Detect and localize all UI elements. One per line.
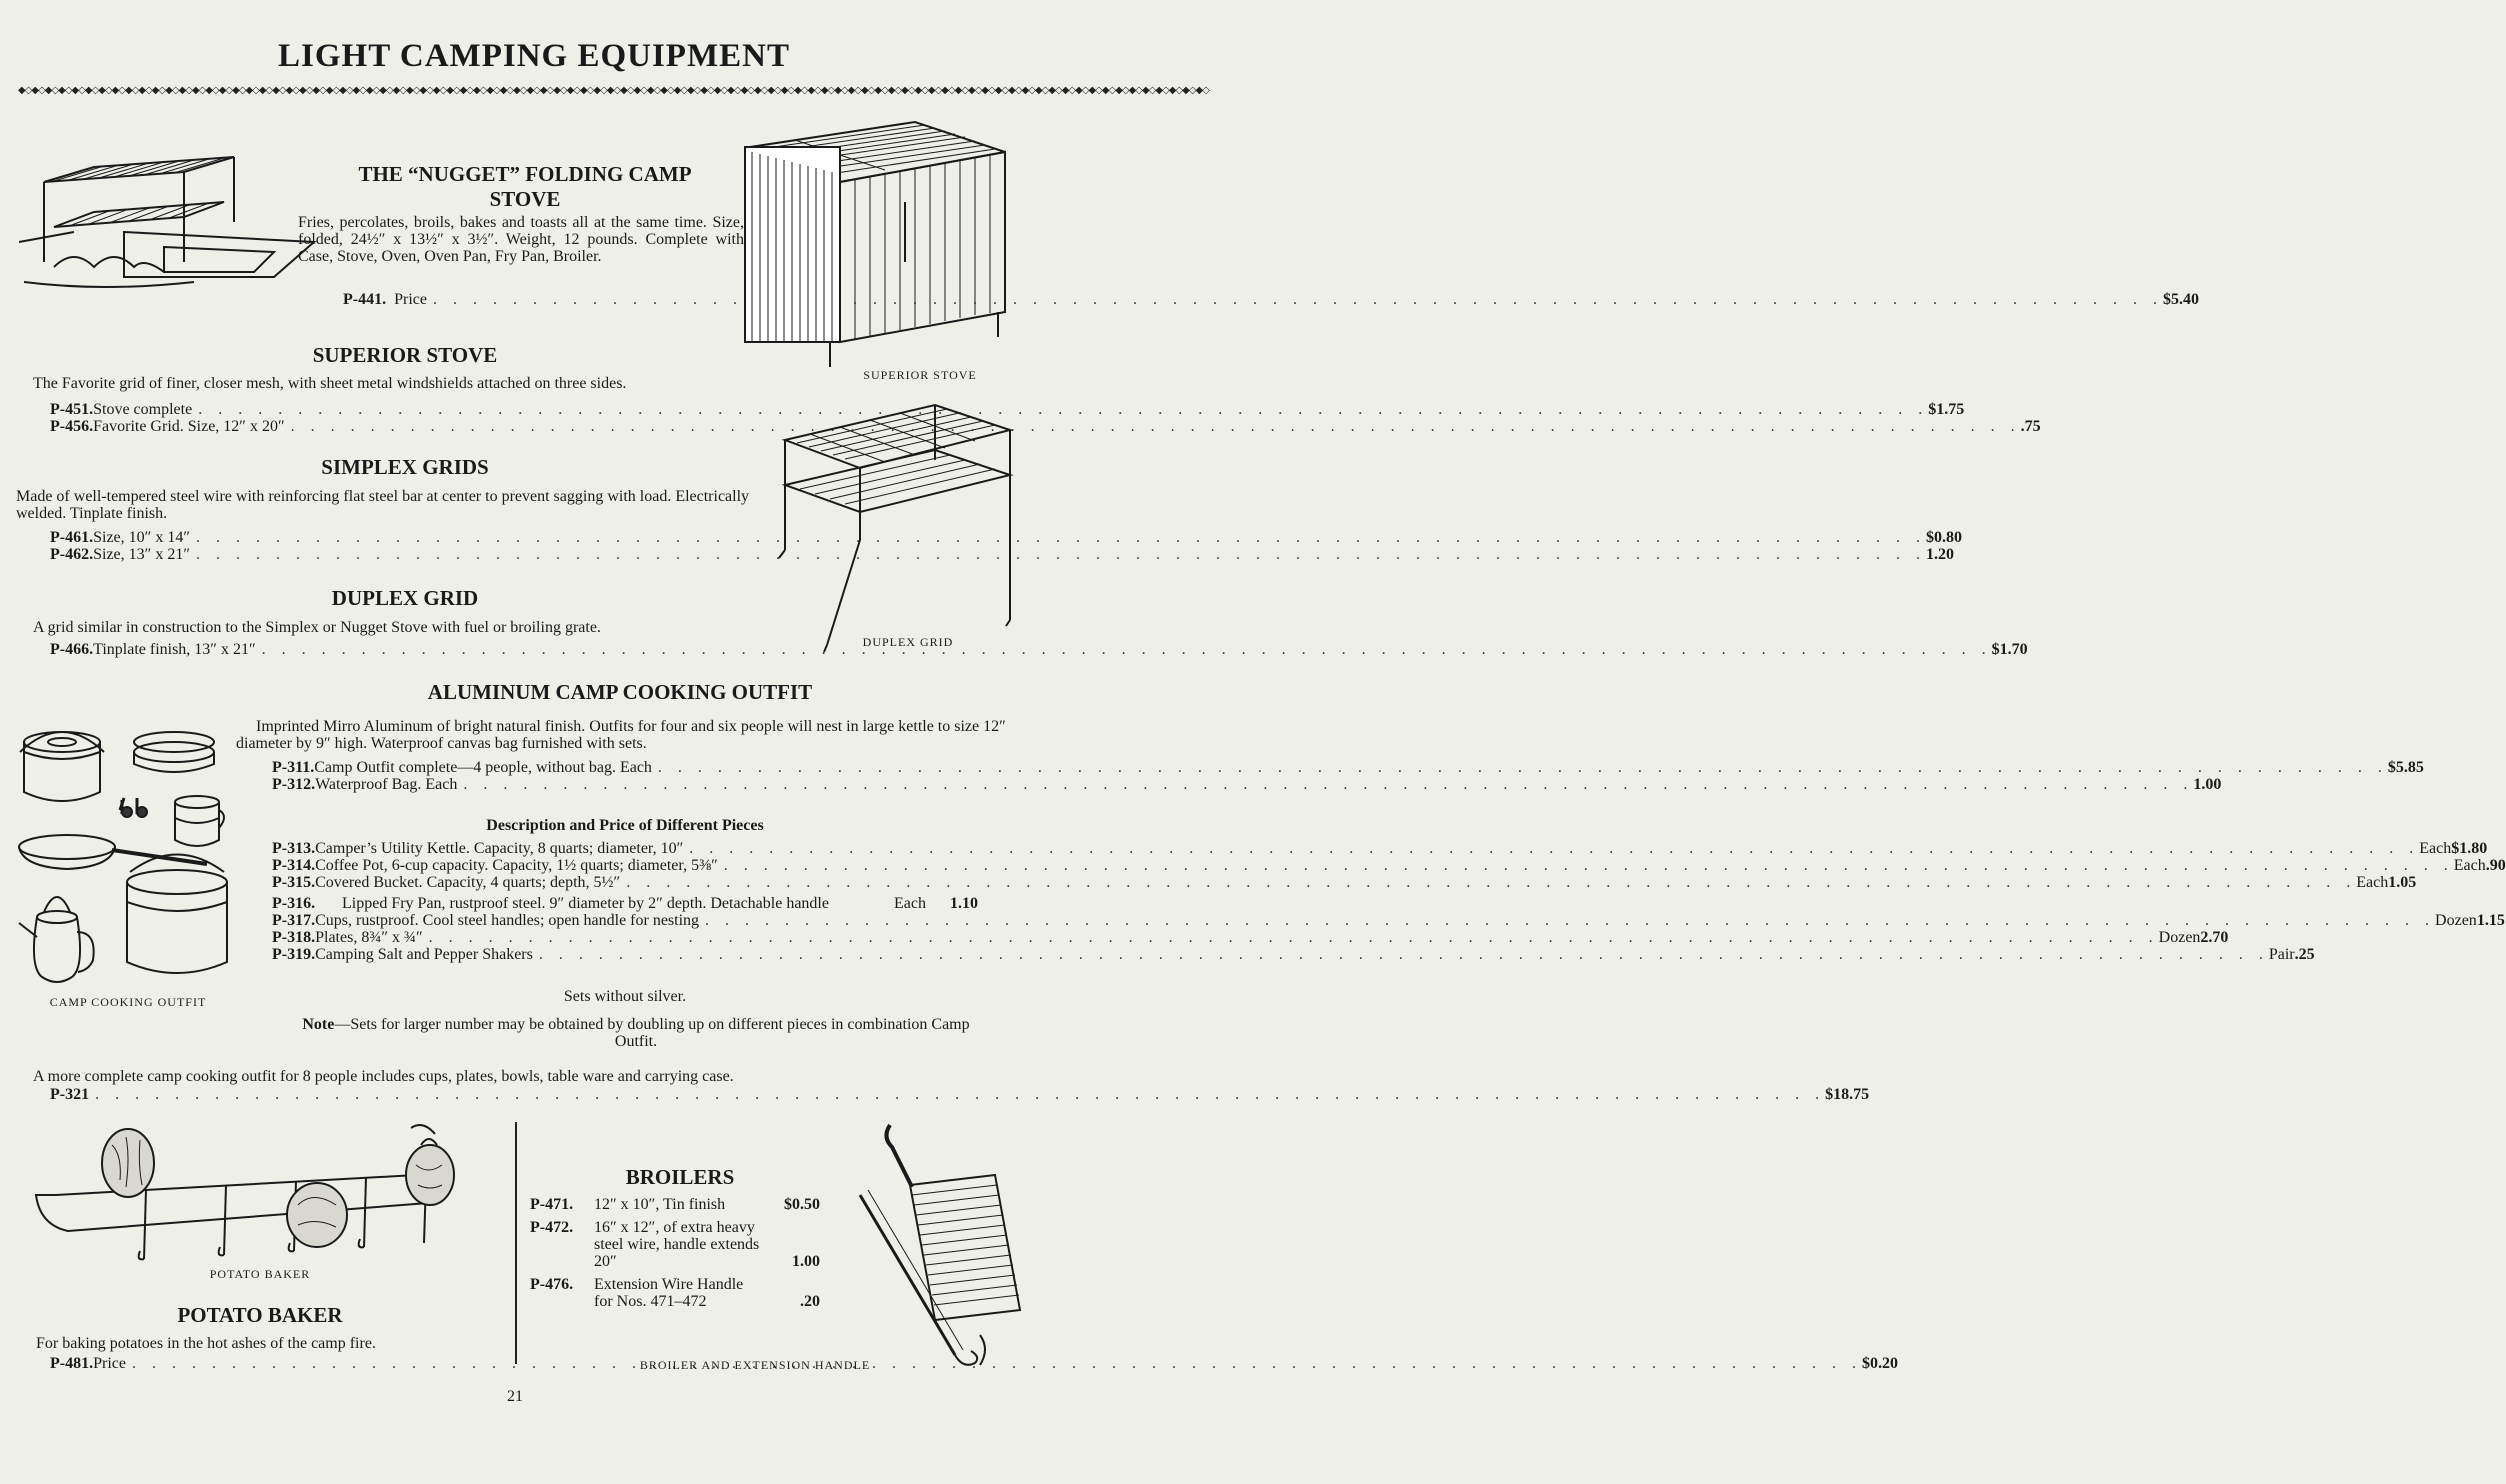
item-price: 1.15 <box>2476 912 2505 929</box>
price-row <box>272 895 978 912</box>
potato-caption: POTATO BAKER <box>209 1267 311 1281</box>
item-code: P-472. <box>530 1219 574 1236</box>
broiler-caption: BROILER AND EXTENSION HANDLE <box>639 1358 871 1372</box>
broilers-item-list <box>530 1196 820 1310</box>
price-row <box>50 418 2041 435</box>
potato-heading: POTATO BAKER <box>177 1303 343 1327</box>
dot-leader <box>652 759 2388 776</box>
price-row <box>530 1276 820 1310</box>
aluminum-description: Imprinted Mirro Aluminum of bright natural finish. Outfits for four and six people will nest in large kettle to size 12″ diameter by 9″ high. Waterproof canvas bag furnished with sets. <box>236 718 1006 752</box>
pieces-list <box>272 840 2506 963</box>
superior-stove-illustration <box>740 112 1020 370</box>
item-price: .90 <box>2485 857 2506 874</box>
nugget-description: Fries, percolates, broils, bakes and toasts all at the same time. Size, folded, 24½″ x 13½″ x 3½″. Weight, 12 pounds. Complete with Case, Stove, Oven, Oven Pan, Fry Pan, Broiler. <box>298 214 744 265</box>
broiler-illustration <box>850 1120 1030 1378</box>
price-row <box>272 929 2229 946</box>
price-row <box>272 759 2424 776</box>
item-code: P-466. <box>50 641 94 658</box>
price-row <box>530 1219 820 1270</box>
item-name: Camper’s Utility Kettle. Capacity, 8 quarts; diameter, 10″ <box>315 840 684 857</box>
item-name: Tinplate finish, 13″ x 21″ <box>93 641 256 658</box>
camp-cooking-outfit-illustration <box>12 722 234 992</box>
superior-description: The Favorite grid of finer, closer mesh, with sheet metal windshields attached on three sides. <box>33 375 627 392</box>
price-row <box>50 529 1962 546</box>
page-number: 21 <box>507 1388 523 1405</box>
item-name: Cups, rustproof. Cool steel handles; open handle for nesting <box>315 912 700 929</box>
simplex-heading: SIMPLEX GRIDS <box>321 455 489 479</box>
dot-leader <box>427 291 2163 308</box>
item-name: Favorite Grid. Size, 12″ x 20″ <box>93 418 285 435</box>
simplex-description: Made of well-tempered steel wire with reinforcing flat steel bar at center to prevent sagging with load. Electrically welded. Tinplate finish. <box>16 488 750 522</box>
item-name: Price <box>394 291 427 308</box>
note-text: —Sets for larger number may be obtained by doubling up on different pieces in combination Camp Outfit. <box>334 1016 970 1050</box>
dot-leader <box>192 401 1928 418</box>
nugget-stove-illustration <box>14 112 326 312</box>
item-name: Covered Bucket. Capacity, 4 quarts; depth, 5½″ <box>315 874 621 891</box>
potato-description: For baking potatoes in the hot ashes of the camp fire. <box>36 1335 376 1352</box>
item-price: $18.75 <box>1825 1086 1870 1103</box>
potato-baker-illustration <box>36 1125 506 1275</box>
item-price: $1.80 <box>2451 840 2488 857</box>
item-price: .20 <box>800 1293 820 1310</box>
superior-item-list <box>50 401 2041 435</box>
dot-leader <box>533 946 2269 963</box>
price-row <box>272 912 2505 929</box>
diamond-border: ◆◇◆◇◆◇◆◇◆◇◆◇◆◇◆◇◆◇◆◇◆◇◆◇◆◇◆◇◆◇◆◇◆◇◆◇◆◇◆◇◆◇◆◇◆◇◆◇◆◇◆◇◆◇◆◇◆◇◆◇◆◇◆◇◆◇◆◇◆◇◆◇◆◇◆◇◆◇◆◇◆◇◆◇◆◇◆◇◆◇◆◇◆◇◆◇◆◇◆◇◆◇◆◇◆◇◆◇◆◇◆◇◆◇◆◇◆◇◆◇◆◇◆◇◆◇◆◇◆◇◆◇◆◇◆◇◆◇◆◇◆◇◆◇◆◇◆◇◆◇◆◇◆◇◆◇◆◇◆◇◆◇◆◇◆◇◆◇◆◇◆◇◆◇◆◇◆◇ <box>18 85 1209 96</box>
item-price: $1.70 <box>1991 641 2028 658</box>
item-name: 16″ x 12″, of extra heavy steel wire, handle extends 20″ <box>594 1219 760 1270</box>
item-unit: Each <box>2453 857 2486 874</box>
pieces-heading: Description and Price of Different Pieces <box>486 817 764 834</box>
price-row <box>50 401 1965 418</box>
item-price: $0.50 <box>784 1196 820 1213</box>
item-price: 1.00 <box>2193 776 2222 793</box>
item-code: P-316. <box>272 895 316 912</box>
item-unit: Dozen <box>2158 929 2201 946</box>
camp-outfit-caption: CAMP COOKING OUTFIT <box>49 995 207 1009</box>
item-code: P-319. <box>272 946 316 963</box>
column-divider <box>515 1122 517 1364</box>
price-row <box>272 857 2506 874</box>
item-name: Coffee Pot, 6-cup capacity. Capacity, 1½ quarts; diameter, 5⅜″ <box>315 857 718 874</box>
item-price: 1.10 <box>950 895 978 912</box>
item-price: $1.75 <box>1928 401 1965 418</box>
superior-heading: SUPERIOR STOVE <box>312 343 498 367</box>
price-row <box>50 1086 1870 1103</box>
item-name: Size, 13″ x 21″ <box>93 546 190 563</box>
nugget-heading <box>330 162 720 212</box>
item-code: P-461. <box>50 529 94 546</box>
item-price: $5.85 <box>2387 759 2424 776</box>
item-price: 1.00 <box>792 1253 820 1270</box>
item-price: $0.20 <box>1861 1355 1898 1372</box>
item-unit: Each <box>2356 874 2389 891</box>
dot-leader <box>256 641 1992 658</box>
dot-leader <box>423 929 2159 946</box>
dot-leader <box>699 912 2435 929</box>
dot-leader <box>683 840 2419 857</box>
item-price: $5.40 <box>2162 291 2199 308</box>
item-unit: Dozen <box>2435 912 2477 929</box>
item-code: P-471. <box>530 1196 574 1213</box>
nugget-price-row <box>343 291 2199 308</box>
item-name: Camping Salt and Pepper Shakers <box>315 946 533 963</box>
dot-leader <box>285 418 2021 435</box>
item-price: $0.80 <box>1925 529 1962 546</box>
item-name: Camp Outfit complete—4 people, without bag. Each <box>314 759 652 776</box>
note-label: Note <box>302 1016 335 1033</box>
item-code: P-312. <box>272 776 316 793</box>
duplex-caption: DUPLEX GRID <box>862 635 954 649</box>
dot-leader <box>620 874 2356 891</box>
item-code: P-317. <box>272 912 316 929</box>
item-name: Stove complete <box>93 401 193 418</box>
nugget-heading-line1: THE “NUGGET” FOLDING CAMP <box>358 162 692 186</box>
item-name: Waterproof Bag. Each <box>315 776 458 793</box>
outfit-item-list <box>272 759 2424 793</box>
nugget-heading-line2: STOVE <box>489 187 561 211</box>
item-code: P-456. <box>50 418 94 435</box>
item-code: P-315. <box>272 874 316 891</box>
broilers-heading: BROILERS <box>625 1165 735 1189</box>
dot-leader <box>457 776 2193 793</box>
dot-leader <box>190 546 1926 563</box>
item-unit: Pair <box>2268 946 2295 963</box>
item-unit: Each <box>894 895 926 912</box>
item-code: P-311. <box>272 759 315 776</box>
item-unit: Each <box>2419 840 2452 857</box>
item-code: P-313. <box>272 840 316 857</box>
dot-leader <box>190 529 1926 546</box>
aluminum-heading: ALUMINUM CAMP COOKING OUTFIT <box>427 680 813 704</box>
price-row <box>272 946 2315 963</box>
price-row <box>50 546 1954 563</box>
price-row <box>272 840 2488 857</box>
duplex-heading: DUPLEX GRID <box>331 586 479 610</box>
duplex-description: A grid similar in construction to the Simplex or Nugget Stove with fuel or broiling grate. <box>33 619 601 636</box>
item-code: P-321 <box>50 1086 90 1103</box>
item-name: Plates, 8¾″ x ¾″ <box>315 929 423 946</box>
item-code: P-314. <box>272 857 316 874</box>
superior-caption: SUPERIOR STOVE <box>863 368 977 382</box>
item-name: Size, 10″ x 14″ <box>93 529 190 546</box>
item-price: .25 <box>2294 946 2315 963</box>
more-outfit-text: A more complete camp cooking outfit for 8 people includes cups, plates, bowls, table ware and carrying case. <box>33 1068 734 1085</box>
price-row <box>272 776 2222 793</box>
sets-note: Sets without silver. <box>563 988 687 1005</box>
page-title: LIGHT CAMPING EQUIPMENT <box>278 38 790 74</box>
item-code: P-481. <box>50 1355 94 1372</box>
item-code: P-441. <box>343 291 387 308</box>
item-code: P-318. <box>272 929 316 946</box>
item-name: Price <box>93 1355 126 1372</box>
item-name: 12″ x 10″, Tin finish <box>594 1196 726 1213</box>
note-paragraph <box>296 1016 976 1050</box>
dot-leader <box>718 857 2454 874</box>
item-price: 1.20 <box>1925 546 1954 563</box>
price-row <box>530 1196 820 1213</box>
dot-leader <box>89 1086 1825 1103</box>
item-name: Lipped Fry Pan, rustproof steel. 9″ diameter by 2″ depth. Detachable handle <box>342 895 829 912</box>
item-price: 1.05 <box>2388 874 2417 891</box>
item-code: P-462. <box>50 546 94 563</box>
item-price: .75 <box>2020 418 2041 435</box>
price-row <box>272 874 2417 891</box>
item-name: Extension Wire Handle for Nos. 471–472 <box>594 1276 744 1310</box>
item-code: P-476. <box>530 1276 574 1293</box>
item-price: 2.70 <box>2200 929 2229 946</box>
item-code: P-451. <box>50 401 94 418</box>
simplex-item-list <box>50 529 1962 563</box>
